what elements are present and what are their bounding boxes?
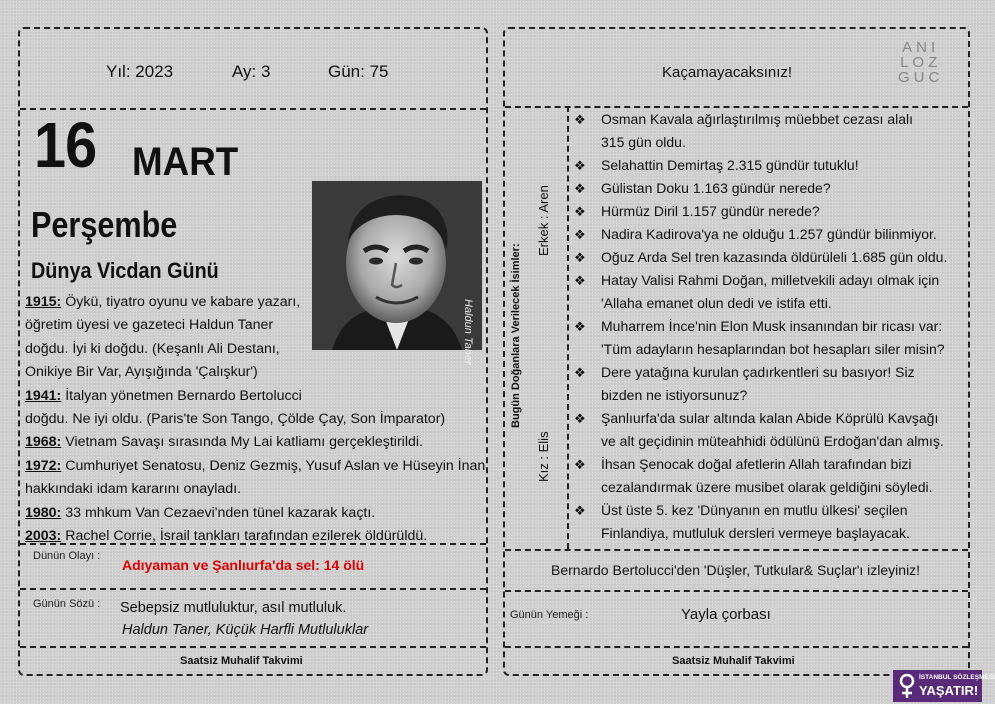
male-name: Erkek : Aren xyxy=(536,185,551,256)
news-item xyxy=(574,453,964,499)
news-item xyxy=(574,315,964,361)
history-entry xyxy=(25,385,485,408)
names-title: Bugün Doğanlara Verilecek İsimler: xyxy=(510,243,522,428)
news-line: Osman Kavala ağırlaştırılmış müebbet cezası alalı xyxy=(601,111,914,127)
anilozguc-logo: ANI LOZ GUC xyxy=(898,39,944,86)
istanbul-convention-badge xyxy=(893,670,995,702)
day-counter: Gün: 75 xyxy=(328,62,389,81)
history-entry xyxy=(25,502,485,525)
recommendation: Bernardo Bertolucci'den 'Düşler, Tutkular& Suçlar'ı izleyiniz! xyxy=(551,562,921,578)
history-list xyxy=(25,291,485,548)
left-footer-divider xyxy=(20,646,486,648)
history-text: Rachel Corrie, İsrail tankları tarafından ezilerek öldürüldü. xyxy=(61,528,428,545)
month-counter: Ay: 3 xyxy=(232,62,271,81)
history-text-continued: doğdu. Ne iyi oldu. (Paris'te Son Tango, Çölde Çay, Son İmparator) xyxy=(25,411,446,428)
news-item xyxy=(574,407,964,453)
news-line: Selahattin Demirtaş 2.315 gündür tutuklu! xyxy=(601,157,859,173)
history-year: 1972: xyxy=(25,457,62,474)
bullet-icon: ❖ xyxy=(574,457,586,472)
quote-author: Haldun Taner, Küçük Harfli Mutluluklar xyxy=(122,622,369,638)
right-recommend-divider xyxy=(505,590,968,592)
news-line: Nadira Kadirova'ya ne olduğu 1.257 gündür bilinmiyor. xyxy=(601,226,937,242)
month-name: MART xyxy=(132,140,239,184)
history-entry xyxy=(25,431,485,454)
news-line: İhsan Şenocak doğal afetlerin Allah tarafından bizi xyxy=(601,456,912,472)
bullet-icon: ❖ xyxy=(574,204,586,219)
venus-symbol-icon xyxy=(897,672,917,700)
bullet-icon: ❖ xyxy=(574,503,586,518)
news-item xyxy=(574,177,964,200)
year-counter: Yıl: 2023 xyxy=(106,62,174,81)
news-item xyxy=(574,361,964,407)
right-footer-divider xyxy=(505,646,968,648)
history-entry xyxy=(25,525,485,548)
news-line: ve alt geçidinin müteahhidi ödülünü Erdoğan'dan almış. xyxy=(601,433,944,449)
bullet-icon: ❖ xyxy=(574,158,586,173)
history-year: 1915: xyxy=(25,294,62,310)
bullet-icon: ❖ xyxy=(574,273,586,288)
news-item xyxy=(574,246,964,269)
badge-line2: YAŞATIR! xyxy=(919,683,979,698)
names-divider xyxy=(567,106,569,549)
quote-of-day-label: Günün Sözü : xyxy=(33,598,101,610)
news-line: 'Allaha emanet olun dedi ve istifa etti. xyxy=(601,295,832,311)
history-text: İtalyan yönetmen Bernardo Bertolucci xyxy=(61,387,302,404)
bullet-icon: ❖ xyxy=(574,319,586,334)
history-text: Cumhuriyet Senatosu, Deniz Gezmiş, Yusuf Aslan ve Hüseyin İnan xyxy=(61,457,486,474)
weekday: Perşembe xyxy=(31,204,178,245)
history-text-continued: hakkındaki idam kararını onayladı. xyxy=(25,481,242,498)
right-news-divider xyxy=(505,549,968,551)
history-year: 2003: xyxy=(25,528,62,545)
news-item xyxy=(574,223,964,246)
news-item xyxy=(574,499,964,545)
history-text: Vietnam Savaşı sırasında My Lai katliamı gerçekleştirildi. xyxy=(61,434,423,451)
right-headline: Kaçamayacaksınız! xyxy=(662,64,793,81)
event-of-day-label: Dünün Olayı : xyxy=(33,550,101,562)
left-event-divider xyxy=(20,588,486,590)
bullet-icon: ❖ xyxy=(574,112,586,127)
news-line: Oğuz Arda Sel tren kazasında öldürüleli 1.685 gün oldu. xyxy=(601,249,948,265)
meal-label: Günün Yemeği : xyxy=(510,609,589,621)
news-line: Dere yatağına kurulan çadırkentleri su basıyor! Siz xyxy=(601,364,915,380)
news-line: Üst üste 5. kez 'Dünyanın en mutlu ülkesi' seçilen xyxy=(601,502,908,518)
photo-caption: Haldun Taner xyxy=(462,299,474,365)
history-year: 1968: xyxy=(25,434,62,451)
right-footer: Saatsiz Muhalif Takvimi xyxy=(672,655,795,667)
special-day-name: Dünya Vicdan Günü xyxy=(31,258,219,283)
badge-line1: İSTANBUL SÖZLEŞMESİ xyxy=(919,674,995,681)
quote-text: Sebepsiz mutluluktur, asıl mutluluk. xyxy=(120,600,347,616)
history-text-continued: Onikiye Bir Var, Ayışığında 'Çalışkur') xyxy=(25,364,258,381)
quote-of-day xyxy=(120,597,368,641)
bullet-icon: ❖ xyxy=(574,250,586,265)
news-line: cezalandırmak üzere musibet olarak geldiğini söyledi. xyxy=(601,479,933,495)
news-line: Şanlıurfa'da sular altında kalan Abide Köprülü Kavşağı xyxy=(601,410,939,426)
news-item xyxy=(574,200,964,223)
bullet-icon: ❖ xyxy=(574,411,586,426)
meal-of-day: Yayla çorbası xyxy=(681,606,771,623)
news-list xyxy=(574,108,964,545)
news-item xyxy=(574,269,964,315)
bullet-icon: ❖ xyxy=(574,181,586,196)
history-year: 1980: xyxy=(25,504,62,521)
left-footer: Saatsiz Muhalif Takvimi xyxy=(180,655,303,667)
history-text: 33 mhkum Van Cezaevi'nden tünel kazarak kaçtı. xyxy=(61,504,376,521)
news-line: Finlandiya, mutluluk dersleri vermeye başlayacak. xyxy=(601,525,910,541)
event-of-day-text: Adıyaman ve Şanlıurfa'da sel: 14 ölü xyxy=(122,557,365,573)
history-year: 1941: xyxy=(25,387,62,404)
news-line: bizden ne istiyorsunuz? xyxy=(601,387,748,403)
history-text-continued: doğdu. İyi ki doğdu. (Keşanlı Ali Destanı, xyxy=(25,340,280,357)
history-text-continued: öğretim üyesi ve gazeteci Haldun Taner xyxy=(25,317,274,334)
news-line: Hürmüz Diril 1.157 gündür nerede? xyxy=(601,203,820,219)
bullet-icon: ❖ xyxy=(574,227,586,242)
news-line: Hatay Valisi Rahmi Doğan, milletvekili adayı olmak için xyxy=(601,272,940,288)
female-name: Kız : Elis xyxy=(536,431,551,482)
news-line: 315 gün oldu. xyxy=(601,134,686,150)
history-entry xyxy=(25,291,485,314)
news-line: Muharrem İnce'nin Elon Musk insanından bir ricası var: xyxy=(601,318,943,334)
news-item xyxy=(574,154,964,177)
day-number: 16 xyxy=(34,109,97,181)
bullet-icon: ❖ xyxy=(574,365,586,380)
history-entry xyxy=(25,455,485,478)
news-line: 'Tüm adayların hesaplarından bot hesapları siler misin? xyxy=(601,341,945,357)
history-text: Öykü, tiyatro oyunu ve kabare yazarı, xyxy=(61,294,301,310)
news-line: Gülistan Doku 1.163 gündür nerede? xyxy=(601,180,831,196)
news-item xyxy=(574,108,964,154)
